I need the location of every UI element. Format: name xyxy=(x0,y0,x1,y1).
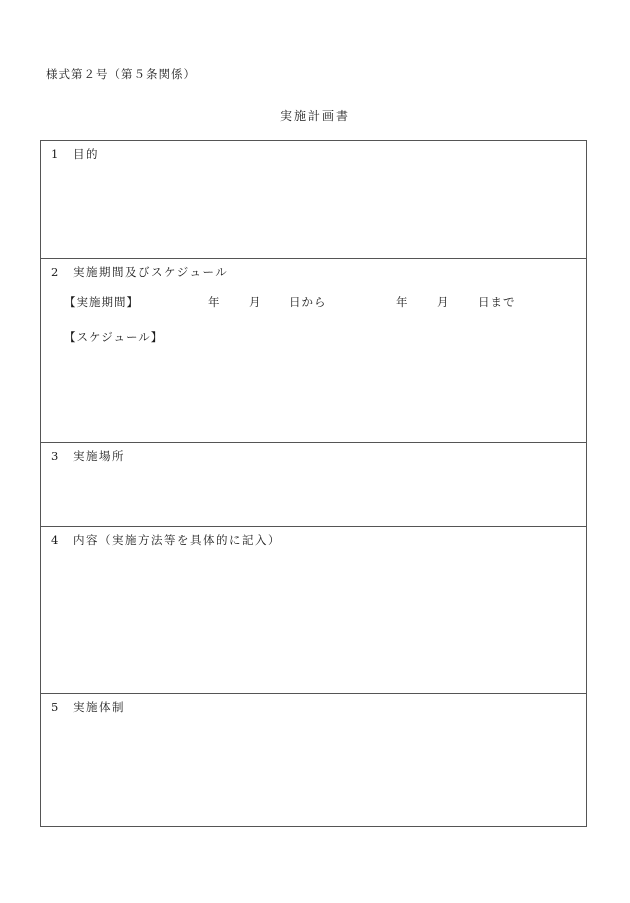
form-table xyxy=(40,140,587,827)
start-month-label: 月 xyxy=(249,295,262,309)
end-year-label: 年 xyxy=(396,295,409,309)
period-label: 【実施期間】 xyxy=(64,295,139,309)
section-content xyxy=(41,526,586,693)
end-day-label: 日まで xyxy=(478,295,516,309)
start-day-label: 日から xyxy=(289,295,327,309)
section-location xyxy=(41,442,586,526)
section-number: 4 xyxy=(51,533,60,547)
section-heading xyxy=(51,448,125,464)
schedule-label: 【スケジュール】 xyxy=(64,330,164,344)
section-organization xyxy=(41,693,586,826)
section-label: 実施場所 xyxy=(73,449,125,463)
form-number: 様式第２号（第５条関係） xyxy=(46,67,196,81)
section-label: 実施体制 xyxy=(73,700,125,714)
section-number: 3 xyxy=(51,449,60,463)
section-purpose xyxy=(41,141,586,258)
section-heading xyxy=(51,264,228,280)
section-label: 目的 xyxy=(73,147,99,161)
section-label: 内容（実施方法等を具体的に記入） xyxy=(73,533,281,547)
section-heading xyxy=(51,532,281,548)
section-period-schedule xyxy=(41,258,586,442)
section-number: 2 xyxy=(51,265,60,279)
section-heading xyxy=(51,699,125,715)
section-number: 1 xyxy=(51,147,60,161)
start-year-label: 年 xyxy=(208,295,221,309)
document-title: 実施計画書 xyxy=(279,109,350,123)
section-label: 実施期間及びスケジュール xyxy=(73,265,229,279)
section-number: 5 xyxy=(51,700,60,714)
end-month-label: 月 xyxy=(437,295,450,309)
section-heading xyxy=(51,146,99,162)
